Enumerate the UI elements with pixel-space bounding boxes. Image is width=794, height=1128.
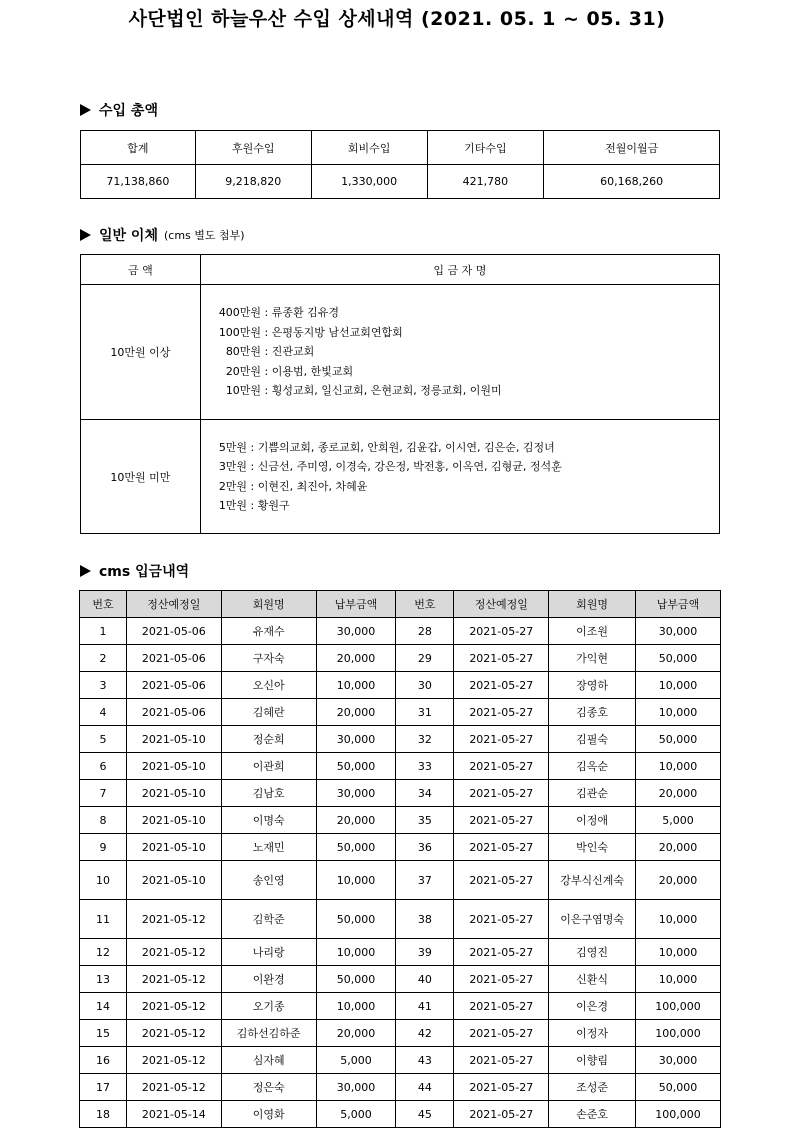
summary-value-cell: 421,780 bbox=[427, 165, 544, 199]
table-cell: 이정자 bbox=[549, 1020, 636, 1047]
table-cell: 39 bbox=[396, 939, 454, 966]
table-cell: 43 bbox=[396, 1047, 454, 1074]
table-cell: 50,000 bbox=[316, 753, 396, 780]
table-cell: 30,000 bbox=[316, 780, 396, 807]
table-row bbox=[80, 753, 721, 780]
general-line: 20만원 : 이용범, 한빛교회 bbox=[225, 364, 354, 378]
table-cell: 이완경 bbox=[221, 966, 316, 993]
table-cell: 10,000 bbox=[636, 699, 721, 726]
table-cell: 조성준 bbox=[549, 1074, 636, 1101]
general-heading-note: (cms 별도 첨부) bbox=[163, 229, 245, 242]
table-cell: 강부식신계숙 bbox=[549, 861, 636, 900]
table-cell: 34 bbox=[396, 780, 454, 807]
table-cell: 31 bbox=[396, 699, 454, 726]
table-cell: 11 bbox=[80, 900, 127, 939]
table-cell: 2021-05-27 bbox=[454, 1074, 549, 1101]
table-cell: 2021-05-06 bbox=[126, 618, 221, 645]
table-cell: 10,000 bbox=[636, 939, 721, 966]
general-line: 2만원 : 이현진, 최진아, 차혜윤 bbox=[218, 479, 368, 493]
table-cell: 김관순 bbox=[549, 780, 636, 807]
summary-heading-text: 수입 총액 bbox=[99, 103, 158, 119]
table-cell: 38 bbox=[396, 900, 454, 939]
table-cell: 이조원 bbox=[549, 618, 636, 645]
summary-value-row bbox=[81, 165, 720, 199]
table-cell: 4 bbox=[80, 699, 127, 726]
table-cell: 3 bbox=[80, 672, 127, 699]
table-cell: 20,000 bbox=[636, 834, 721, 861]
table-cell: 2021-05-27 bbox=[454, 900, 549, 939]
cms-header-cell: 회원명 bbox=[549, 591, 636, 618]
table-cell: 5,000 bbox=[316, 1101, 396, 1128]
summary-header-cell: 회비수입 bbox=[311, 131, 427, 165]
table-cell: 20,000 bbox=[316, 699, 396, 726]
table-cell: 30,000 bbox=[636, 618, 721, 645]
table-cell: 2021-05-12 bbox=[126, 966, 221, 993]
general-line: 100만원 : 은평동지방 남선교회연합회 bbox=[218, 325, 403, 339]
table-cell: 50,000 bbox=[316, 834, 396, 861]
table-cell: 10,000 bbox=[636, 753, 721, 780]
table-cell: 2021-05-12 bbox=[126, 939, 221, 966]
table-cell: 1 bbox=[80, 618, 127, 645]
table-cell: 이은경 bbox=[549, 993, 636, 1020]
general-line: 5만원 : 기쁨의교회, 종로교회, 안희원, 김윤갑, 이시연, 김은순, 김정녀 bbox=[218, 440, 555, 454]
table-cell: 18 bbox=[80, 1101, 127, 1128]
table-cell: 2021-05-27 bbox=[454, 780, 549, 807]
table-cell: 정은숙 bbox=[221, 1074, 316, 1101]
table-cell: 30,000 bbox=[316, 726, 396, 753]
table-cell: 50,000 bbox=[316, 900, 396, 939]
table-cell: 심자혜 bbox=[221, 1047, 316, 1074]
general-header-row bbox=[81, 255, 720, 285]
table-cell: 13 bbox=[80, 966, 127, 993]
table-cell: 2 bbox=[80, 645, 127, 672]
table-cell: 2021-05-27 bbox=[454, 672, 549, 699]
page-title: 사단법인 하늘우산 수입 상세내역 (2021. 05. 1 ~ 05. 31) bbox=[128, 8, 666, 30]
table-cell: 50,000 bbox=[316, 966, 396, 993]
table-cell: 노재민 bbox=[221, 834, 316, 861]
table-cell: 2021-05-27 bbox=[454, 1101, 549, 1128]
table-cell: 5 bbox=[80, 726, 127, 753]
table-cell: 14 bbox=[80, 993, 127, 1020]
table-cell: 20,000 bbox=[636, 861, 721, 900]
table-cell: 2021-05-14 bbox=[126, 1101, 221, 1128]
cms-heading-text: cms 입금내역 bbox=[99, 564, 190, 580]
general-row bbox=[81, 285, 720, 420]
table-cell: 100,000 bbox=[636, 1101, 721, 1128]
table-cell: 2021-05-10 bbox=[126, 726, 221, 753]
table-cell: 33 bbox=[396, 753, 454, 780]
general-heading-text: 일반 이체 bbox=[99, 228, 158, 244]
table-cell: 2021-05-12 bbox=[126, 1020, 221, 1047]
table-cell: 40 bbox=[396, 966, 454, 993]
table-cell: 10,000 bbox=[636, 900, 721, 939]
table-cell: 10 bbox=[80, 861, 127, 900]
table-cell: 20,000 bbox=[316, 1020, 396, 1047]
summary-table bbox=[80, 130, 720, 199]
table-cell: 20,000 bbox=[636, 780, 721, 807]
summary-header-cell: 후원수입 bbox=[195, 131, 311, 165]
table-cell: 2021-05-06 bbox=[126, 699, 221, 726]
table-cell: 김영진 bbox=[549, 939, 636, 966]
summary-header-row bbox=[81, 131, 720, 165]
general-row-label: 10만원 미만 bbox=[81, 420, 201, 534]
table-cell: 28 bbox=[396, 618, 454, 645]
table-cell: 10,000 bbox=[636, 966, 721, 993]
general-col-names: 입 금 자 명 bbox=[200, 255, 719, 285]
table-cell: 37 bbox=[396, 861, 454, 900]
triangle-bullet-icon bbox=[80, 229, 91, 241]
table-cell: 유재수 bbox=[221, 618, 316, 645]
table-row bbox=[80, 834, 721, 861]
table-cell: 35 bbox=[396, 807, 454, 834]
summary-header-cell: 전월이월금 bbox=[544, 131, 720, 165]
table-cell: 이명숙 bbox=[221, 807, 316, 834]
table-cell: 6 bbox=[80, 753, 127, 780]
table-cell: 30 bbox=[396, 672, 454, 699]
table-cell: 50,000 bbox=[636, 726, 721, 753]
table-cell: 29 bbox=[396, 645, 454, 672]
table-row bbox=[80, 939, 721, 966]
table-cell: 100,000 bbox=[636, 993, 721, 1020]
cms-header-cell: 번호 bbox=[396, 591, 454, 618]
summary-header-cell: 기타수입 bbox=[427, 131, 544, 165]
table-cell: 김옥순 bbox=[549, 753, 636, 780]
table-cell: 2021-05-27 bbox=[454, 861, 549, 900]
table-cell: 44 bbox=[396, 1074, 454, 1101]
table-cell: 15 bbox=[80, 1020, 127, 1047]
table-cell: 손준호 bbox=[549, 1101, 636, 1128]
cms-header-cell: 정산예정일 bbox=[126, 591, 221, 618]
table-cell: 이관희 bbox=[221, 753, 316, 780]
table-cell: 2021-05-27 bbox=[454, 966, 549, 993]
summary-header-cell: 합계 bbox=[81, 131, 196, 165]
general-line: 400만원 : 류종환 김유경 bbox=[218, 306, 340, 320]
cms-header-row bbox=[80, 591, 721, 618]
table-cell: 20,000 bbox=[316, 807, 396, 834]
table-cell: 7 bbox=[80, 780, 127, 807]
table-cell: 12 bbox=[80, 939, 127, 966]
table-cell: 8 bbox=[80, 807, 127, 834]
table-cell: 2021-05-27 bbox=[454, 807, 549, 834]
table-cell: 10,000 bbox=[316, 861, 396, 900]
table-cell: 정순희 bbox=[221, 726, 316, 753]
table-cell: 박인숙 bbox=[549, 834, 636, 861]
general-row bbox=[81, 420, 720, 534]
table-cell: 2021-05-12 bbox=[126, 993, 221, 1020]
table-cell: 2021-05-27 bbox=[454, 834, 549, 861]
table-row bbox=[80, 699, 721, 726]
general-transfer-table bbox=[80, 254, 720, 534]
table-cell: 2021-05-10 bbox=[126, 861, 221, 900]
table-row bbox=[80, 1047, 721, 1074]
table-cell: 김학준 bbox=[221, 900, 316, 939]
cms-table bbox=[79, 590, 721, 1128]
table-cell: 50,000 bbox=[636, 1074, 721, 1101]
general-row-lines bbox=[200, 285, 719, 420]
table-cell: 김필숙 bbox=[549, 726, 636, 753]
table-cell: 김남호 bbox=[221, 780, 316, 807]
table-cell: 가익현 bbox=[549, 645, 636, 672]
table-cell: 2021-05-06 bbox=[126, 645, 221, 672]
summary-value-cell: 71,138,860 bbox=[81, 165, 196, 199]
table-row bbox=[80, 780, 721, 807]
cms-header-cell: 정산예정일 bbox=[454, 591, 549, 618]
table-cell: 오신아 bbox=[221, 672, 316, 699]
table-row bbox=[80, 726, 721, 753]
general-heading bbox=[80, 225, 245, 245]
table-cell: 2021-05-27 bbox=[454, 726, 549, 753]
table-cell: 20,000 bbox=[316, 645, 396, 672]
table-row bbox=[80, 966, 721, 993]
cms-header-cell: 납부금액 bbox=[316, 591, 396, 618]
table-cell: 2021-05-27 bbox=[454, 753, 549, 780]
table-cell: 2021-05-27 bbox=[454, 1020, 549, 1047]
summary-value-cell: 9,218,820 bbox=[195, 165, 311, 199]
table-cell: 김종호 bbox=[549, 699, 636, 726]
table-cell: 9 bbox=[80, 834, 127, 861]
table-cell: 김하선김하준 bbox=[221, 1020, 316, 1047]
general-line: 3만원 : 신금선, 주미영, 이경숙, 강은정, 박전홍, 이옥연, 김형균, 정석훈 bbox=[218, 460, 562, 473]
table-row bbox=[80, 1020, 721, 1047]
table-cell: 45 bbox=[396, 1101, 454, 1128]
table-cell: 이정애 bbox=[549, 807, 636, 834]
table-cell: 30,000 bbox=[316, 618, 396, 645]
table-cell: 10,000 bbox=[316, 993, 396, 1020]
table-cell: 17 bbox=[80, 1074, 127, 1101]
summary-value-cell: 60,168,260 bbox=[544, 165, 720, 199]
table-cell: 2021-05-10 bbox=[126, 834, 221, 861]
table-cell: 10,000 bbox=[316, 939, 396, 966]
general-row-label: 10만원 이상 bbox=[81, 285, 201, 420]
table-row bbox=[80, 618, 721, 645]
table-cell: 나리랑 bbox=[221, 939, 316, 966]
table-cell: 장영하 bbox=[549, 672, 636, 699]
table-cell: 5,000 bbox=[316, 1047, 396, 1074]
table-cell: 2021-05-06 bbox=[126, 672, 221, 699]
table-cell: 이영화 bbox=[221, 1101, 316, 1128]
general-line: 1만원 : 황원구 bbox=[218, 499, 290, 512]
table-cell: 100,000 bbox=[636, 1020, 721, 1047]
table-cell: 2021-05-27 bbox=[454, 699, 549, 726]
table-cell: 2021-05-10 bbox=[126, 753, 221, 780]
table-cell: 2021-05-12 bbox=[126, 900, 221, 939]
table-cell: 2021-05-27 bbox=[454, 645, 549, 672]
cms-heading bbox=[80, 561, 189, 581]
general-col-amount: 금 액 bbox=[81, 255, 201, 285]
table-cell: 5,000 bbox=[636, 807, 721, 834]
table-cell: 36 bbox=[396, 834, 454, 861]
table-cell: 2021-05-27 bbox=[454, 993, 549, 1020]
table-cell: 김혜란 bbox=[221, 699, 316, 726]
general-line: 10만원 : 횡성교회, 일신교회, 은현교회, 정릉교회, 이원미 bbox=[225, 384, 502, 398]
table-row bbox=[80, 993, 721, 1020]
cms-header-cell: 회원명 bbox=[221, 591, 316, 618]
table-cell: 42 bbox=[396, 1020, 454, 1047]
table-cell: 송인영 bbox=[221, 861, 316, 900]
table-cell: 이은구염명숙 bbox=[549, 900, 636, 939]
table-cell: 2021-05-12 bbox=[126, 1047, 221, 1074]
table-cell: 30,000 bbox=[316, 1074, 396, 1101]
table-row bbox=[80, 861, 721, 900]
table-cell: 구자숙 bbox=[221, 645, 316, 672]
triangle-bullet-icon bbox=[80, 565, 91, 577]
triangle-bullet-icon bbox=[80, 104, 91, 116]
table-row bbox=[80, 645, 721, 672]
table-cell: 이향림 bbox=[549, 1047, 636, 1074]
table-cell: 32 bbox=[396, 726, 454, 753]
table-cell: 10,000 bbox=[316, 672, 396, 699]
summary-heading bbox=[80, 100, 158, 120]
table-cell: 신환식 bbox=[549, 966, 636, 993]
table-cell: 2021-05-27 bbox=[454, 618, 549, 645]
summary-value-cell: 1,330,000 bbox=[311, 165, 427, 199]
table-cell: 2021-05-12 bbox=[126, 1074, 221, 1101]
table-cell: 2021-05-27 bbox=[454, 939, 549, 966]
table-row bbox=[80, 807, 721, 834]
table-cell: 50,000 bbox=[636, 645, 721, 672]
general-line: 80만원 : 진관교회 bbox=[225, 345, 315, 359]
table-row bbox=[80, 672, 721, 699]
cms-header-cell: 납부금액 bbox=[636, 591, 721, 618]
table-cell: 10,000 bbox=[636, 672, 721, 699]
table-row bbox=[80, 900, 721, 939]
table-cell: 30,000 bbox=[636, 1047, 721, 1074]
table-cell: 16 bbox=[80, 1047, 127, 1074]
table-cell: 2021-05-10 bbox=[126, 807, 221, 834]
table-row bbox=[80, 1074, 721, 1101]
table-cell: 41 bbox=[396, 993, 454, 1020]
table-cell: 오기종 bbox=[221, 993, 316, 1020]
general-row-lines bbox=[200, 420, 719, 534]
table-row bbox=[80, 1101, 721, 1128]
cms-header-cell: 번호 bbox=[80, 591, 127, 618]
table-cell: 2021-05-10 bbox=[126, 780, 221, 807]
table-cell: 2021-05-27 bbox=[454, 1047, 549, 1074]
